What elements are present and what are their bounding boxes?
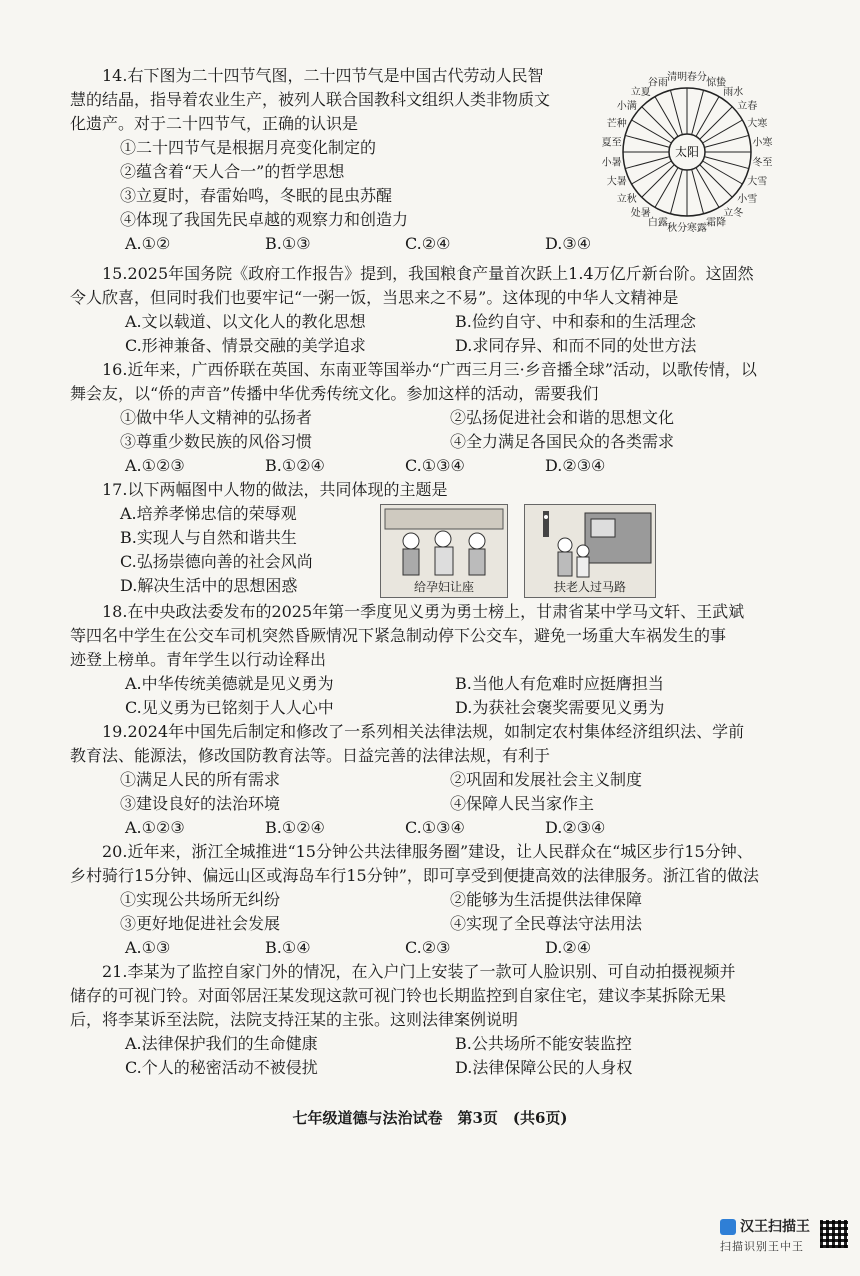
question-15 bbox=[70, 262, 790, 358]
q16-option-b[interactable]: B.①②④ bbox=[265, 456, 325, 475]
watermark-subtitle: 扫描识别王中王 bbox=[720, 1240, 804, 1253]
q20-stem-line-2: 乡村骑行15分钟、偏远山区或海岛车行15分钟”，即可享受到便捷高效的法律服务。浙江省的做法 bbox=[70, 866, 759, 885]
q15-options bbox=[70, 310, 790, 358]
dial-spoke bbox=[625, 135, 669, 147]
q16-statement-4: ④全力满足各国民众的各类需求 bbox=[450, 432, 675, 451]
q16-statement-2: ②弘扬促进社会和谐的思想文化 bbox=[450, 408, 675, 427]
q14-stem-line-2: 慧的结晶，指导着农业生产，被列人联合国教科文组织人类非物质文 bbox=[70, 90, 551, 109]
dial-spoke bbox=[642, 165, 675, 198]
dial-spoke bbox=[696, 168, 719, 208]
q16-option-a[interactable]: A.①②③ bbox=[125, 456, 185, 475]
q19-statement-4: ④保障人民当家作主 bbox=[450, 794, 595, 813]
q18-stem-line-1: 18.在中央政法委发布的2025年第一季度见义勇为勇士榜上，甘肃省某中学马文轩、王武斌 bbox=[102, 602, 745, 621]
q17-option-b[interactable]: B.实现人与自然和谐共生 bbox=[120, 528, 297, 547]
solar-term-label: 立冬 bbox=[723, 207, 744, 219]
q19-option-c[interactable]: C.①③④ bbox=[405, 818, 465, 837]
q14-option-c[interactable]: C.②④ bbox=[405, 234, 451, 253]
dial-spoke bbox=[704, 135, 748, 147]
q20-option-c[interactable]: C.②③ bbox=[405, 938, 451, 957]
q18-option-d[interactable]: D.为获社会褒奖需要见义勇为 bbox=[455, 698, 665, 717]
dial-spoke bbox=[625, 157, 669, 169]
dial-center-label: 太阳 bbox=[674, 145, 700, 159]
question-18 bbox=[70, 600, 790, 720]
q17-option-d[interactable]: D.解决生活中的思想困惑 bbox=[120, 576, 298, 595]
bus-seat-illustration bbox=[381, 505, 507, 581]
solar-term-label: 夏至 bbox=[601, 137, 622, 149]
q14-options bbox=[70, 232, 590, 256]
solar-term-label: 小雪 bbox=[737, 193, 758, 205]
dial-spoke bbox=[692, 90, 704, 134]
q16-stem-line-2: 舞会友，以“侨的声音”传播中华优秀传统文化。参加这样的活动，需要我们 bbox=[70, 384, 599, 403]
q21-option-b[interactable]: B.公共场所不能安装监控 bbox=[455, 1034, 632, 1053]
dial-spoke bbox=[704, 157, 748, 169]
q20-statements bbox=[70, 888, 790, 936]
q16-option-c[interactable]: C.①③④ bbox=[405, 456, 465, 475]
q15-stem-line-1: 15.2025年国务院《政府工作报告》提到，我国粮食产量首次跃上1.4万亿斤新台阶。这固然 bbox=[102, 264, 754, 283]
solar-term-label: 春分 bbox=[686, 72, 707, 84]
q17-stem: 17.以下两幅图中人物的做法，共同体现的主题是 bbox=[102, 480, 448, 499]
q20-option-b[interactable]: B.①④ bbox=[265, 938, 311, 957]
q20-options bbox=[70, 936, 790, 960]
q17-option-a[interactable]: A.培养孝悌忠信的荣辱观 bbox=[120, 504, 297, 523]
q16-statements bbox=[70, 406, 790, 454]
q19-statements bbox=[70, 768, 790, 816]
q19-option-d[interactable]: D.②③④ bbox=[545, 818, 606, 837]
q17-option-c[interactable]: C.弘扬崇德向善的社会风尚 bbox=[120, 552, 313, 571]
question-21 bbox=[70, 960, 790, 1080]
q16-statement-1: ①做中华人文精神的弘扬者 bbox=[120, 408, 313, 427]
q19-option-a[interactable]: A.①②③ bbox=[125, 818, 185, 837]
q15-option-b[interactable]: B.俭约自守、中和泰和的生活理念 bbox=[455, 312, 696, 331]
q16-option-d[interactable]: D.②③④ bbox=[545, 456, 606, 475]
dial-spoke bbox=[632, 120, 672, 143]
q21-option-a[interactable]: A.法律保护我们的生命健康 bbox=[125, 1034, 318, 1053]
q14-stem-line-1: 14.右下图为二十四节气图，二十四节气是中国古代劳动人民智 bbox=[102, 66, 544, 85]
q14-option-b[interactable]: B.①③ bbox=[265, 234, 311, 253]
solar-term-label: 小满 bbox=[616, 101, 637, 113]
dial-spoke bbox=[703, 161, 743, 184]
dial-spoke bbox=[655, 97, 678, 137]
q14-option-d[interactable]: D.③④ bbox=[545, 234, 592, 253]
dial-spoke bbox=[632, 161, 672, 184]
q18-option-b[interactable]: B.当他人有危难时应挺膺担当 bbox=[455, 674, 664, 693]
q21-option-d[interactable]: D.法律保障公民的人身权 bbox=[455, 1058, 633, 1077]
dial-spoke bbox=[703, 120, 743, 143]
q14-statement-4: ④体现了我国先民卓越的观察力和创造力 bbox=[120, 210, 409, 229]
q17-image-1 bbox=[380, 504, 508, 598]
solar-term-label: 立夏 bbox=[630, 87, 651, 99]
q20-option-a[interactable]: A.①③ bbox=[125, 938, 171, 957]
solar-term-label: 大暑 bbox=[606, 176, 627, 188]
q15-option-a[interactable]: A.文以载道、以文化人的教化思想 bbox=[125, 312, 366, 331]
q20-statement-2: ②能够为生活提供法律保障 bbox=[450, 890, 643, 909]
dial-spoke bbox=[670, 90, 682, 134]
solar-term-label: 惊蛰 bbox=[706, 77, 727, 89]
watermark-title: 汉王扫描王 bbox=[740, 1219, 810, 1235]
scanner-watermark bbox=[720, 1218, 850, 1266]
dial-spoke bbox=[670, 169, 682, 213]
q21-stem-line-1: 21.李某为了监控自家门外的情况，在入户门上安装了一款可人脸识别、可自动拍摄视频并 bbox=[102, 962, 736, 981]
q18-stem-line-3: 迹登上榜单。青年学生以行动诠释出 bbox=[70, 650, 327, 669]
question-20 bbox=[70, 840, 790, 960]
solar-term-label: 立春 bbox=[737, 101, 758, 113]
q21-options bbox=[70, 1032, 790, 1080]
q15-stem-line-2: 令人欣喜，但同时我们也要牢记“一粥一饭，当思来之不易”。这体现的中华人文精神是 bbox=[70, 288, 679, 307]
question-19 bbox=[70, 720, 790, 840]
q17-image-2 bbox=[524, 504, 656, 598]
q19-statement-1: ①满足人民的所有需求 bbox=[120, 770, 281, 789]
page-footer: 七年级道德与法治试卷 第3页 (共6页) bbox=[292, 1109, 568, 1127]
q16-options bbox=[70, 454, 790, 478]
dial-spoke bbox=[700, 165, 733, 198]
q20-statement-1: ①实现公共场所无纠纷 bbox=[120, 890, 281, 909]
solar-term-label: 白露 bbox=[647, 217, 668, 229]
solar-term-label: 芒种 bbox=[606, 118, 627, 130]
q18-option-a[interactable]: A.中华传统美德就是见义勇为 bbox=[125, 674, 334, 693]
q19-option-b[interactable]: B.①②④ bbox=[265, 818, 325, 837]
dial-spoke bbox=[700, 107, 733, 140]
dial-spoke bbox=[642, 107, 675, 140]
solar-term-label: 大寒 bbox=[747, 118, 768, 130]
q19-stem-line-1: 19.2024年中国先后制定和修改了一系列相关法律法规，如制定农村集体经济组织法、学前 bbox=[102, 722, 745, 741]
q14-statement-1: ①二十四节气是根据月亮变化制定的 bbox=[120, 138, 377, 157]
q19-stem-line-2: 教育法、能源法，修改国防教育法等。日益完善的法律法规，有利于 bbox=[70, 746, 551, 765]
q14-statement-2: ②蕴含着“天人合一”的哲学思想 bbox=[120, 162, 345, 181]
solar-term-label: 清明 bbox=[667, 72, 688, 84]
dial-spoke bbox=[692, 169, 704, 213]
q14-option-a[interactable]: A.①② bbox=[125, 234, 171, 253]
solar-terms-wheel bbox=[592, 64, 792, 244]
solar-term-label: 寒露 bbox=[686, 222, 707, 234]
q19-options bbox=[70, 816, 790, 840]
q21-stem-line-3: 后，将李某诉至法院，法院支持汪某的主张。这则法律案例说明 bbox=[70, 1010, 519, 1029]
q20-statement-4: ④实现了全民尊法守法用法 bbox=[450, 914, 643, 933]
scanner-logo-icon bbox=[720, 1219, 736, 1235]
q21-option-c[interactable]: C.个人的秘密活动不被侵扰 bbox=[125, 1058, 318, 1077]
dial-spoke bbox=[696, 97, 719, 137]
qr-code-icon bbox=[820, 1220, 848, 1248]
q20-statement-3: ③更好地促进社会发展 bbox=[120, 914, 281, 933]
q20-stem-line-1: 20.近年来，浙江全城推进“15分钟公共法律服务圈”建设，让人民群众在“城区步行15分钟、 bbox=[102, 842, 753, 861]
solar-term-label: 立秋 bbox=[616, 193, 637, 205]
solar-term-label: 小寒 bbox=[752, 137, 773, 149]
question-16 bbox=[70, 358, 790, 478]
q17-image-1-caption: 给孕妇让座 bbox=[413, 580, 474, 594]
q21-stem-line-2: 储存的可视门铃。对面邻居汪某发现这款可视门铃也长期监控到自家住宅，建议李某拆除无果 bbox=[70, 986, 727, 1005]
solar-term-label: 雨水 bbox=[723, 87, 744, 99]
q18-option-c[interactable]: C.见义勇为已铭刻于人人心中 bbox=[125, 698, 334, 717]
q16-statement-3: ③尊重少数民族的风俗习惯 bbox=[120, 432, 313, 451]
q18-options bbox=[70, 672, 790, 720]
q17-image-2-caption: 扶老人过马路 bbox=[553, 580, 626, 594]
solar-term-label: 处暑 bbox=[630, 207, 651, 219]
solar-term-label: 大雪 bbox=[747, 176, 768, 188]
q14-stem-line-3: 化遗产。对于二十四节气，正确的认识是 bbox=[70, 114, 359, 133]
q19-statement-3: ③建设良好的法治环境 bbox=[120, 794, 281, 813]
q14-statement-3: ③立夏时，春雷始鸣，冬眠的昆虫苏醒 bbox=[120, 186, 393, 205]
solar-term-label: 冬至 bbox=[752, 157, 773, 169]
solar-term-label: 小暑 bbox=[601, 157, 622, 169]
crosswalk-illustration bbox=[525, 505, 655, 581]
q19-statement-2: ②巩固和发展社会主义制度 bbox=[450, 770, 643, 789]
solar-terms-diagram bbox=[592, 64, 792, 244]
solar-term-label: 谷雨 bbox=[647, 77, 668, 89]
question-14 bbox=[70, 64, 590, 256]
q15-option-d[interactable]: D.求同存异、和而不同的处世方法 bbox=[455, 336, 697, 355]
q18-stem-line-2: 等四名中学生在公交车司机突然昏厥情况下紧急制动停下公交车，避免一场重大车祸发生的事 bbox=[70, 626, 727, 645]
q16-stem-line-1: 16.近年来，广西侨联在英国、东南亚等国举办“广西三月三·乡音播全球”活动，以歌传情，以 bbox=[102, 360, 757, 379]
q20-option-d[interactable]: D.②④ bbox=[545, 938, 592, 957]
dial-spoke bbox=[655, 168, 678, 208]
solar-term-label: 秋分 bbox=[667, 222, 688, 234]
solar-term-label: 霜降 bbox=[706, 217, 727, 229]
q15-option-c[interactable]: C.形神兼备、情景交融的美学追求 bbox=[125, 336, 366, 355]
